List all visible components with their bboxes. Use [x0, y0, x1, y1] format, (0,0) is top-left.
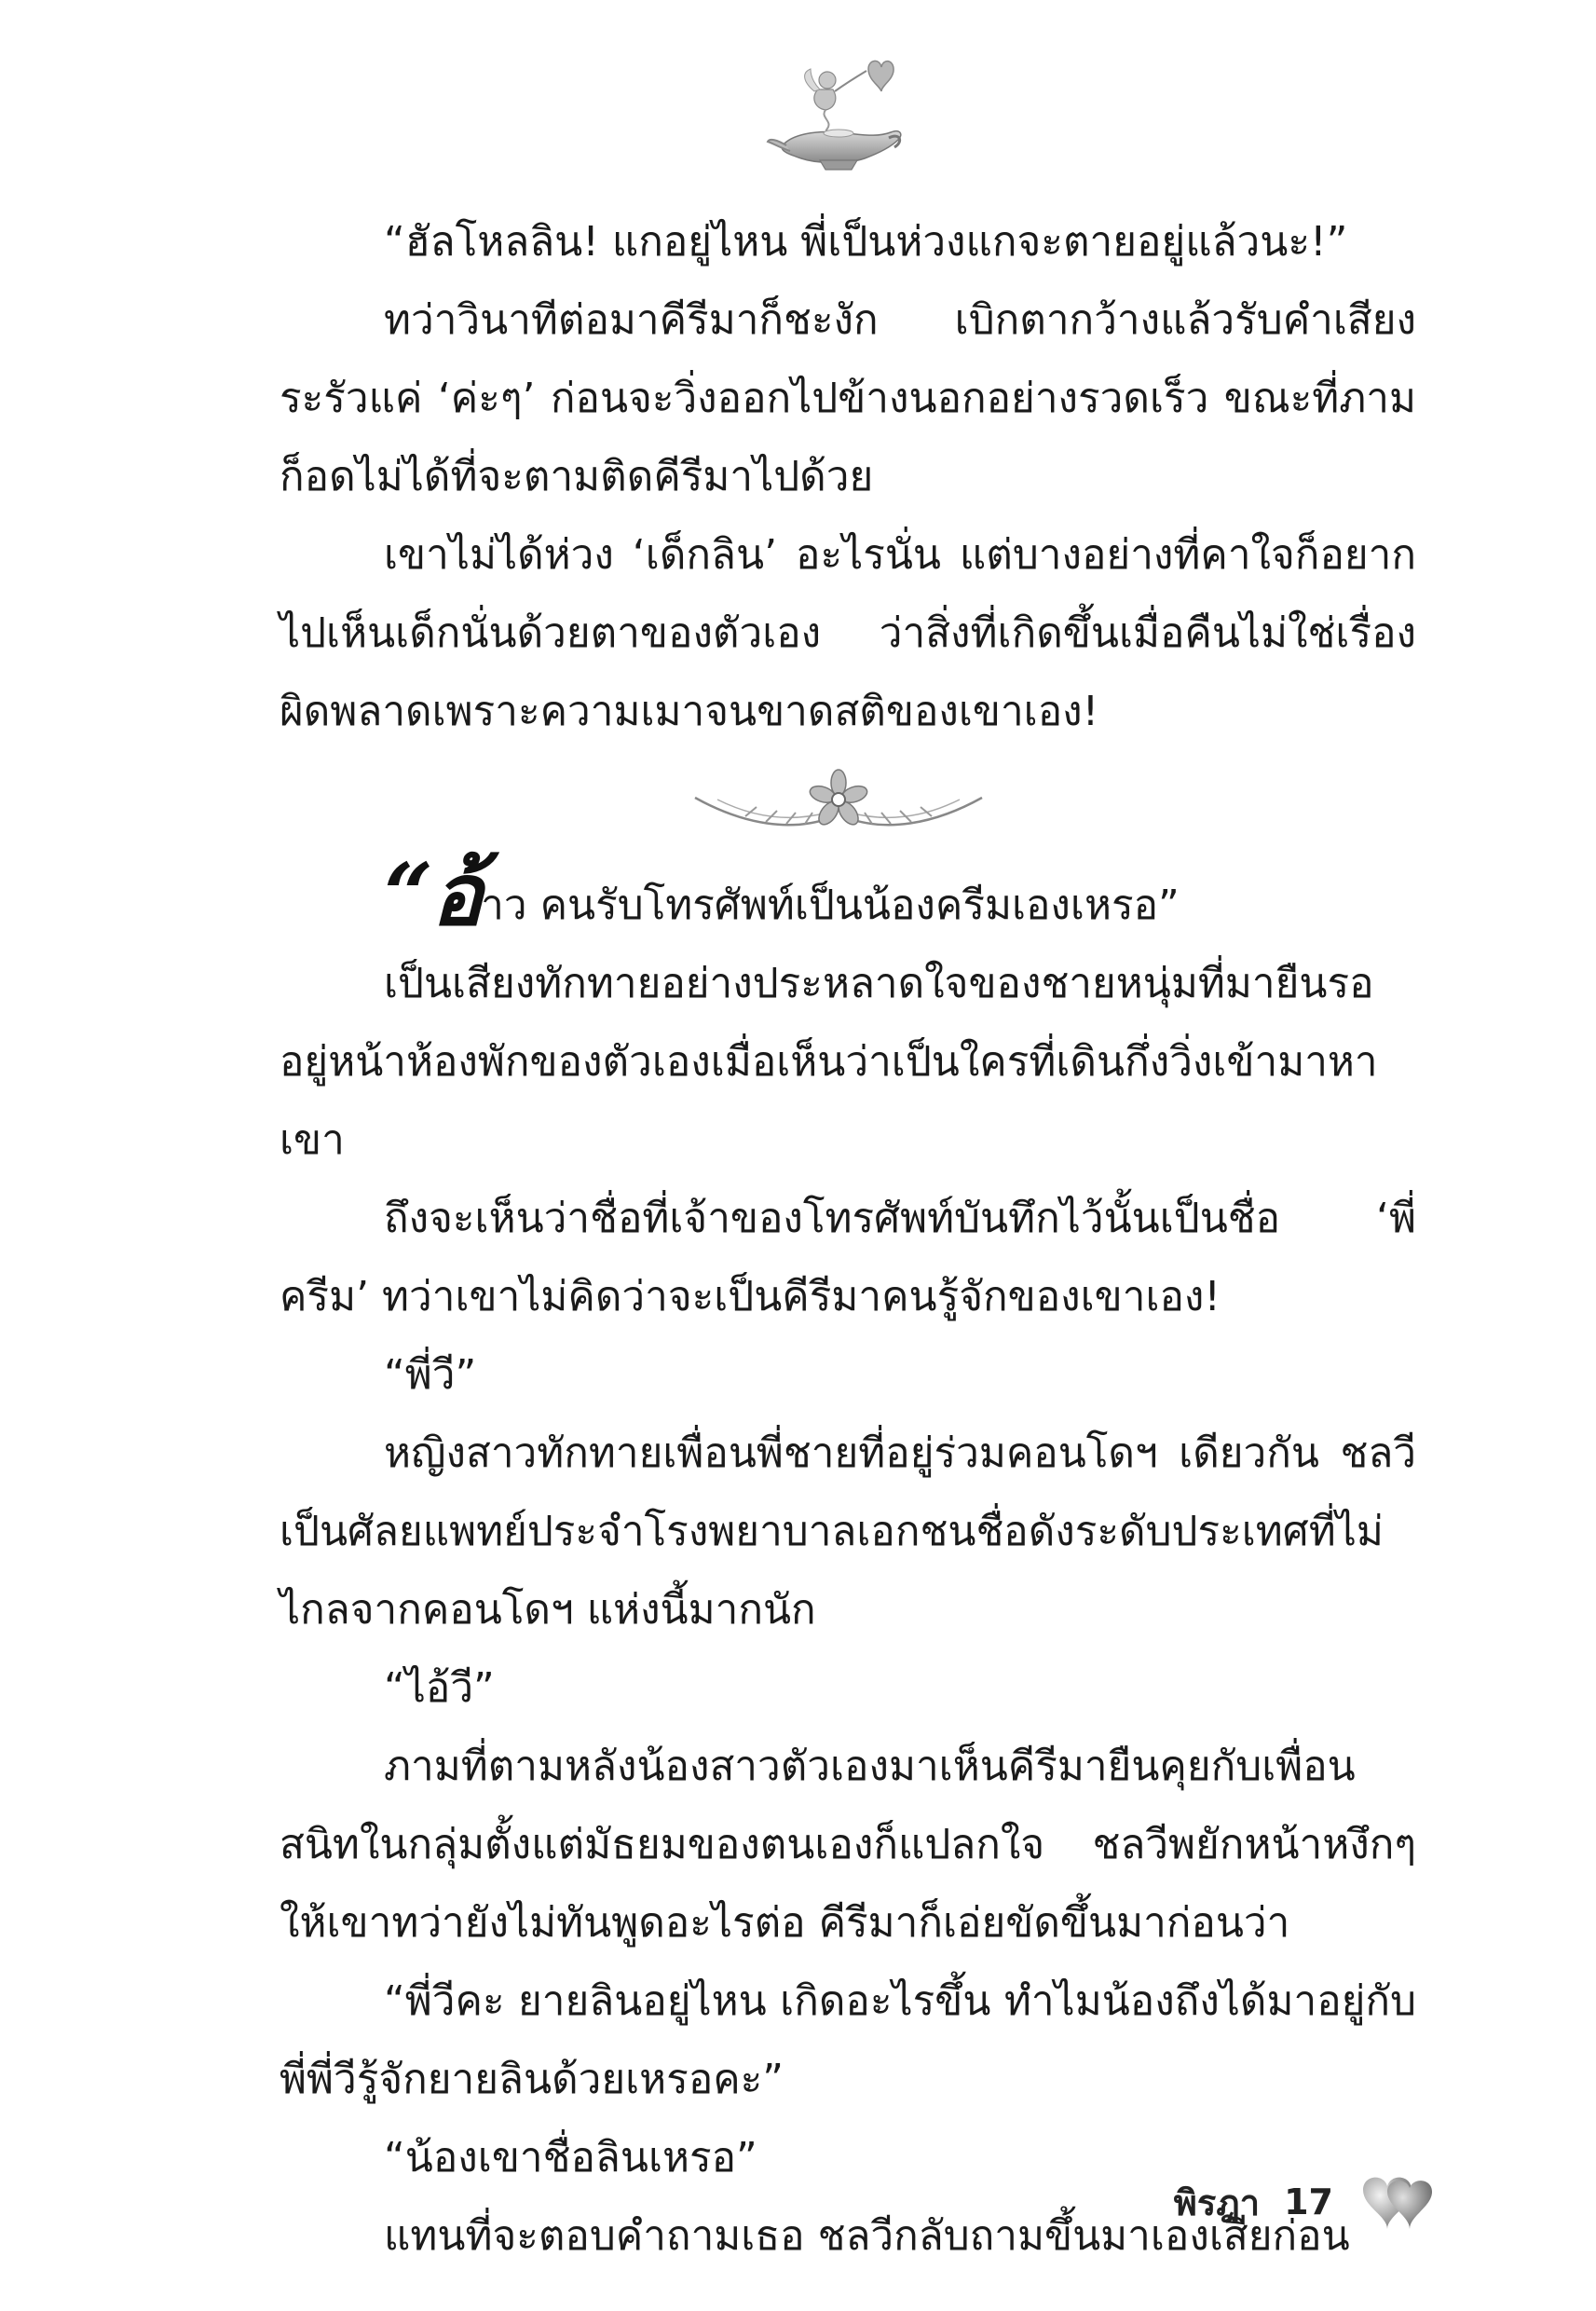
hearts-icon: [1357, 2169, 1438, 2235]
page-number: 17: [1284, 2181, 1333, 2222]
section-opening-line: [280, 844, 1416, 945]
text-block-1: [280, 203, 1416, 751]
page-footer: [1174, 2169, 1438, 2235]
text-block-2: [280, 844, 1416, 2276]
paragraph: “น้องเขาชื่อลินเหรอ”: [384, 2134, 757, 2181]
drop-cap: “อ้: [384, 844, 482, 945]
genie-lamp-icon: [764, 48, 913, 179]
paragraph: เขาไม่ได้ห่วง ‘เด็กลิน’ อะไรนั่น แต่บางอย่างที่คาใจก็อยากไปเห็นเด็กนั่นด้วยตาของตัวเอง ว่าสิ่งที่เกิดขึ้นเมื่อคืนไม่ใช่เรื่องผิดพลาดเพราะความเมาจนขาดสติของเขาเอง!: [280, 531, 1416, 735]
flower-divider-icon: [689, 762, 988, 846]
paragraph: ถึงจะเห็นว่าชื่อที่เจ้าของโทรศัพท์บันทึกไว้นั้นเป็นชื่อ ‘พี่ครีม’ ทว่าเขาไม่คิดว่าจะเป็นคีรีมาคนรู้จักของเขาเอง!: [280, 1195, 1416, 1320]
footer-author: พิรฎา: [1173, 2181, 1261, 2223]
paragraph: ภามที่ตามหลังน้องสาวตัวเองมาเห็นคีรีมายืนคุยกับเพื่อนสนิทในกลุ่มตั้งแต่มัธยมของตนเองก็แปลกใจ ชลวีพยักหน้าหงึกๆ ให้เขาทว่ายังไม่ทันพูดอะไรต่อ คีรีมาก็เอ่ยขัดขึ้นมาก่อนว่า: [280, 1743, 1416, 1947]
paragraph: “ไอ้วี”: [384, 1664, 495, 1712]
paragraph: ทว่าวินาทีต่อมาคีรีมาก็ชะงัก เบิกตากว้างแล้วรับคำเสียงระรัวแค่ ‘ค่ะๆ’ ก่อนจะวิ่งออกไปข้างนอกอย่างรวดเร็ว ขณะที่ภามก็อดไม่ได้ที่จะตามติดคีรีมาไปด้วย: [280, 296, 1416, 500]
opening-line-text: าว คนรับโทรศัพท์เป็นน้องครีมเองเหรอ”: [481, 882, 1180, 929]
paragraph: หญิงสาวทักทายเพื่อนพี่ชายที่อยู่ร่วมคอนโดฯ เดียวกัน ชลวีเป็นศัลยแพทย์ประจำโรงพยาบาลเอกชนชื่อดังระดับประเทศที่ไม่ไกลจากคอนโดฯ แห่งนี้มากนัก: [280, 1429, 1416, 1634]
paragraph: แทนที่จะตอบคำถามเธอ ชลวีกลับถามขึ้นมาเองเสียก่อน: [384, 2212, 1350, 2260]
paragraph: “พี่วี”: [384, 1351, 477, 1399]
paragraph: เป็นเสียงทักทายอย่างประหลาดใจของชายหนุ่มที่มายืนรออยู่หน้าห้องพักของตัวเองเมื่อเห็นว่าเป็นใครที่เดินกึ่งวิ่งเข้ามาหาเขา: [280, 960, 1378, 1164]
paragraph: “พี่วีคะ ยายลินอยู่ไหน เกิดอะไรขึ้น ทำไมน้องถึงได้มาอยู่กับพี่พี่วีรู้จักยายลินด้วยเหรอคะ”: [280, 1977, 1416, 2103]
paragraph: “ฮัลโหลลิน! แกอยู่ไหน พี่เป็นห่วงแกจะตายอยู่แล้วนะ!”: [384, 218, 1348, 266]
